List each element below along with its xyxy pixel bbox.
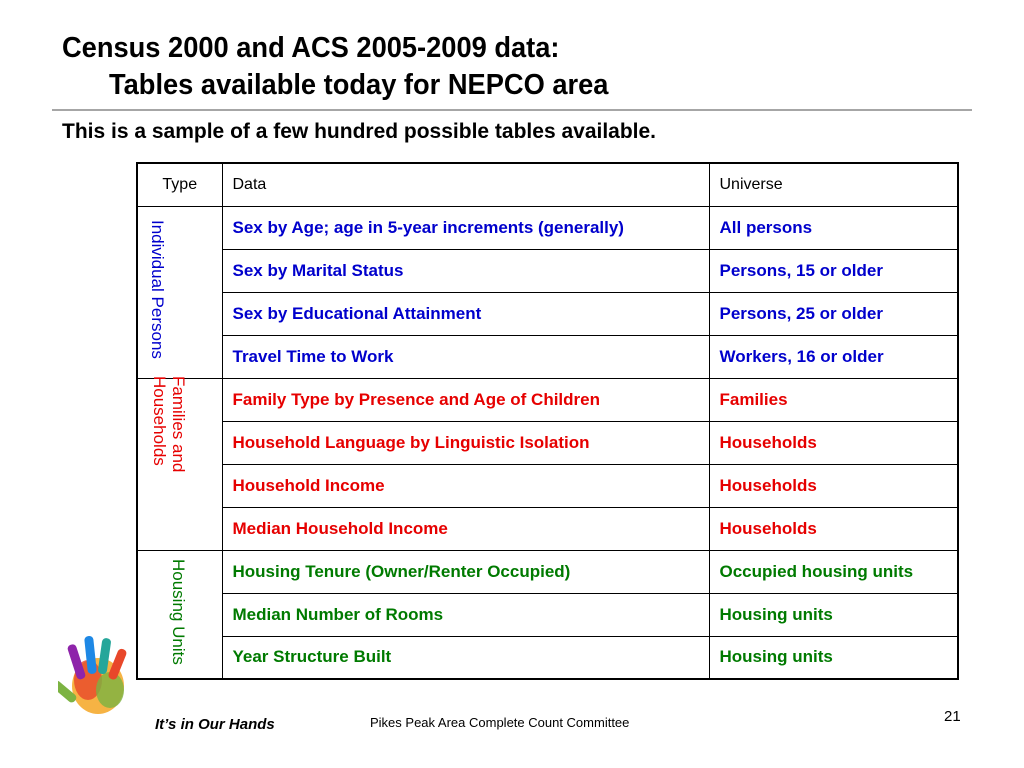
table-row [137, 550, 958, 593]
data-cell: Sex by Marital Status [222, 249, 709, 292]
universe-cell: Occupied housing units [709, 550, 958, 593]
data-cell: Year Structure Built [222, 636, 709, 679]
table-row [137, 378, 958, 421]
footer-organization: Pikes Peak Area Complete Count Committee [370, 715, 630, 730]
header-universe: Universe [709, 163, 958, 206]
table-row [137, 507, 958, 550]
group-label-housing-units [137, 550, 222, 679]
data-cell: Household Income [222, 464, 709, 507]
header-data: Data [222, 163, 709, 206]
data-cell: Median Number of Rooms [222, 593, 709, 636]
table-row [137, 464, 958, 507]
title-line-2: Tables available today for NEPCO area [109, 69, 609, 101]
slide-title [62, 30, 608, 104]
slide-subtitle: This is a sample of a few hundred possible tables available. [62, 120, 657, 143]
table-row [137, 249, 958, 292]
table-row [137, 335, 958, 378]
universe-cell: Housing units [709, 593, 958, 636]
group-label-text: Families and Households [150, 376, 188, 473]
table-row [137, 206, 958, 249]
data-cell: Family Type by Presence and Age of Children [222, 378, 709, 421]
table-row [137, 421, 958, 464]
group-label-families-households [137, 378, 222, 550]
universe-cell: Workers, 16 or older [709, 335, 958, 378]
universe-cell: Families [709, 378, 958, 421]
universe-cell: Households [709, 421, 958, 464]
data-cell: Household Language by Linguistic Isolation [222, 421, 709, 464]
data-cell: Median Household Income [222, 507, 709, 550]
data-cell: Sex by Age; age in 5-year increments (generally) [222, 206, 709, 249]
group-label-text: Individual Persons [148, 220, 167, 359]
table-header-row [137, 163, 958, 206]
group-label-text: Housing Units [169, 558, 188, 665]
table-row [137, 636, 958, 679]
colorful-hands-icon [58, 628, 138, 740]
hand-shape [58, 636, 128, 714]
universe-cell: Households [709, 464, 958, 507]
data-cell: Travel Time to Work [222, 335, 709, 378]
universe-cell: All persons [709, 206, 958, 249]
universe-cell: Persons, 15 or older [709, 249, 958, 292]
group-label-individual-persons [137, 206, 222, 378]
universe-cell: Households [709, 507, 958, 550]
title-divider [52, 109, 972, 111]
data-cell: Sex by Educational Attainment [222, 292, 709, 335]
page-number: 21 [944, 708, 961, 725]
census-tables-table [136, 162, 959, 680]
universe-cell: Persons, 25 or older [709, 292, 958, 335]
data-cell: Housing Tenure (Owner/Renter Occupied) [222, 550, 709, 593]
title-line-1: Census 2000 and ACS 2005-2009 data: [62, 32, 560, 64]
universe-cell: Housing units [709, 636, 958, 679]
table-row [137, 292, 958, 335]
footer-tagline: It’s in Our Hands [155, 716, 275, 733]
header-type: Type [137, 163, 222, 206]
table-row [137, 593, 958, 636]
